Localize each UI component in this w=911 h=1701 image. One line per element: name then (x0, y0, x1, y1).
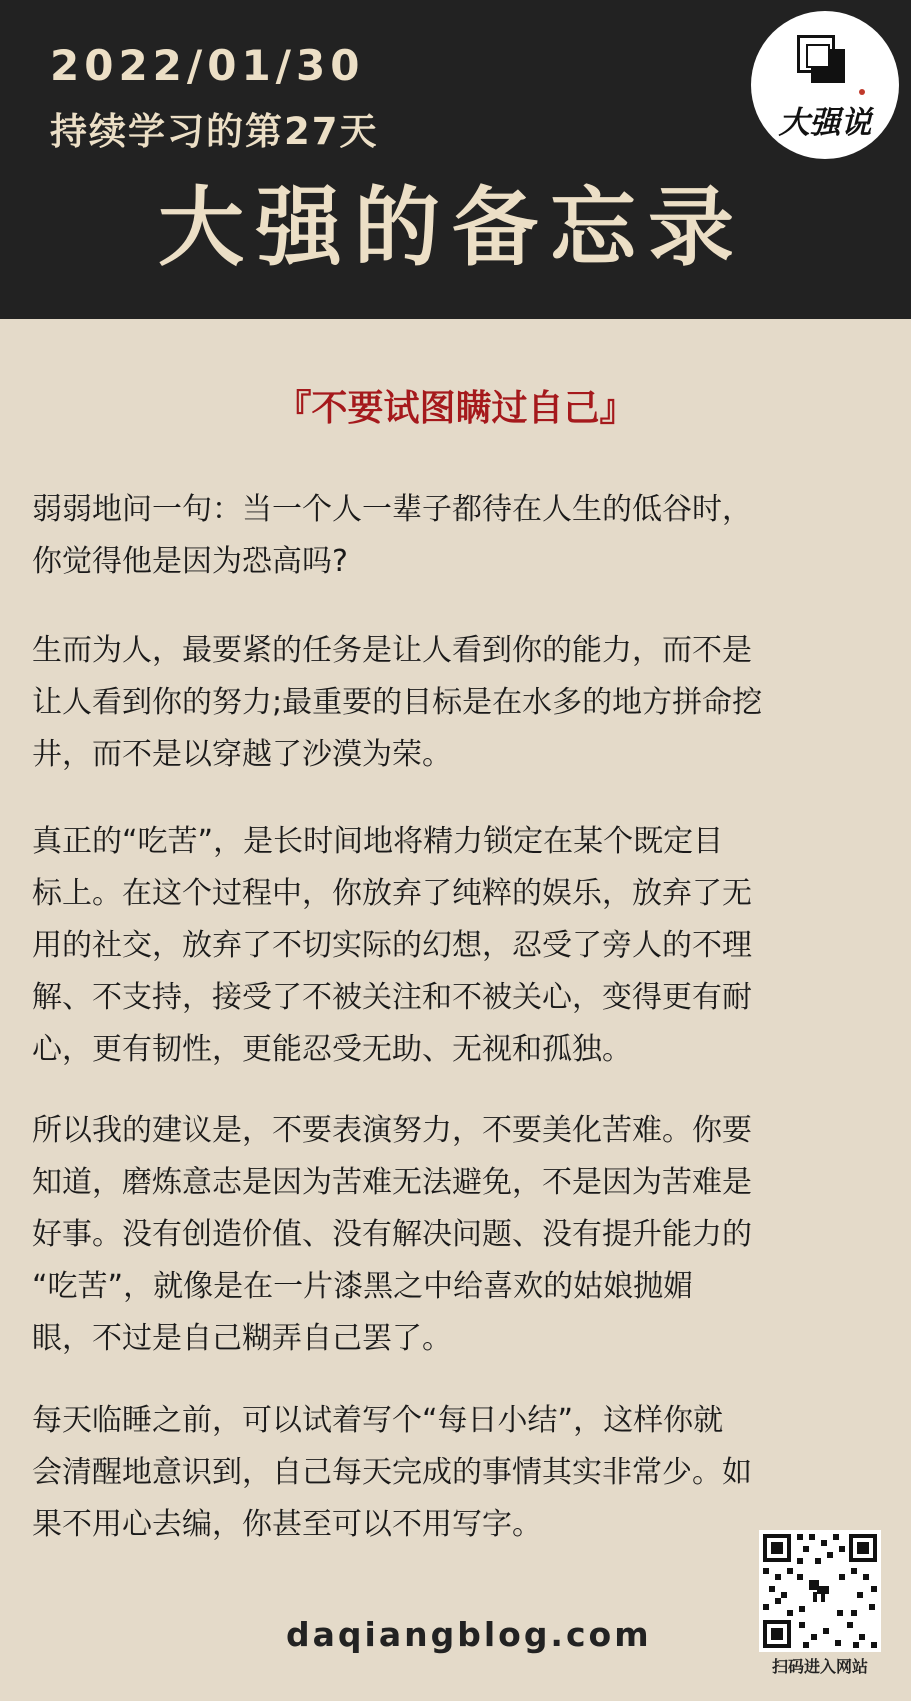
qr-code-icon (759, 1530, 881, 1652)
website-link[interactable]: daqiangblog.com (286, 1615, 652, 1654)
paragraph-1 (32, 484, 884, 588)
paragraph-line: 好事。没有创造价值、没有解决问题、没有提升能力的 (32, 1217, 752, 1252)
paragraph-4 (32, 1105, 884, 1365)
paragraph-line: 每天临睡之前，可以试着写个“每日小结”，这样你就 (32, 1403, 724, 1438)
qr-caption: 扫码进入网站 (771, 1657, 868, 1676)
paragraph-line: “吃苦”，就像是在一片漆黑之中给喜欢的姑娘抛媚 (32, 1269, 694, 1304)
qr-code (759, 1530, 881, 1652)
paragraph-5 (32, 1395, 884, 1551)
paragraph-line: 井，而不是以穿越了沙漠为荣。 (32, 737, 452, 772)
paragraph-line: 用的社交，放弃了不切实际的幻想，忍受了旁人的不理 (32, 928, 752, 963)
paragraph-line: 知道，磨炼意志是因为苦难无法避免，不是因为苦难是 (32, 1165, 752, 1200)
paragraph-line: 果不用心去编，你甚至可以不用写字。 (32, 1507, 542, 1542)
date-label: 2022/01/30 (50, 41, 365, 90)
paragraph-line: 所以我的建议是，不要表演努力，不要美化苦难。你要 (32, 1113, 752, 1148)
logo-text: 大强说 (778, 105, 872, 141)
logo-square-inner (806, 44, 830, 68)
paragraph-2 (32, 625, 884, 781)
paragraph-line: 标上。在这个过程中，你放弃了纯粹的娱乐，放弃了无 (32, 876, 752, 911)
paragraph-line: 真正的“吃苦”，是长时间地将精力锁定在某个既定目 (32, 824, 724, 859)
article-subtitle: 『不要试图瞒过自己』 (275, 388, 636, 429)
paragraph-line: 眼，不过是自己糊弄自己罢了。 (32, 1321, 452, 1356)
paragraph-line: 生而为人，最要紧的任务是让人看到你的能力，而不是 (32, 633, 752, 668)
paragraph-line: 你觉得他是因为恐高吗? (32, 544, 348, 579)
paragraph-3 (32, 816, 884, 1076)
paragraph-line: 解、不支持，接受了不被关注和不被关心，变得更有耐 (32, 980, 752, 1015)
paragraph-line: 会清醒地意识到，自己每天完成的事情其实非常少。如 (32, 1455, 752, 1490)
page-title: 大强的备忘录 (158, 178, 746, 278)
paragraph-line: 心，更有韧性，更能忍受无助、无视和孤独。 (32, 1032, 632, 1067)
paragraph-line: 让人看到你的努力;最重要的目标是在水多的地方拼命挖 (32, 685, 763, 720)
paragraph-line: 弱弱地问一句：当一个人一辈子都待在人生的低谷时， (32, 492, 752, 527)
brand-logo (751, 11, 899, 159)
study-day-label: 持续学习的第27天 (50, 110, 379, 153)
logo-red-dot (859, 89, 865, 95)
header-banner (0, 0, 911, 319)
